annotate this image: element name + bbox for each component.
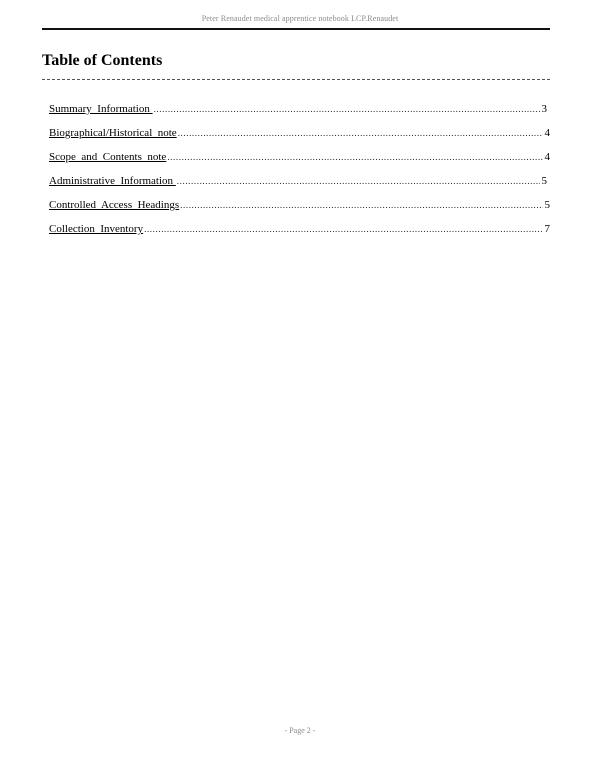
page-title: Table of Contents — [42, 52, 163, 69]
toc-link-scope-and-contents-note[interactable]: Scope and Contents note — [49, 151, 167, 163]
toc-page-number: 7 — [544, 223, 550, 235]
running-header: Peter Renaudet medical apprentice notebook LCP.Renaudet — [201, 14, 399, 23]
toc-entry-biographical-historical-note[interactable] — [49, 126, 550, 150]
toc-entry-collection-inventory[interactable] — [49, 222, 550, 246]
toc-link-controlled-access-headings[interactable]: Controlled Access Headings — [49, 199, 180, 211]
toc-link-administrative-information[interactable]: Administrative Information — [49, 175, 176, 187]
toc-link-collection-inventory[interactable]: Collection Inventory — [49, 223, 144, 235]
toc-page-number: 3 — [541, 103, 547, 115]
toc-entry-controlled-access-headings[interactable] — [49, 198, 550, 222]
toc-page-number: 4 — [544, 127, 550, 139]
toc-page-number: 5 — [544, 199, 550, 211]
dot-leader — [144, 222, 542, 236]
header-rule — [42, 28, 550, 30]
dot-leader — [180, 198, 542, 212]
dot-leader — [177, 174, 540, 188]
page-number-footer: - Page 2 - — [284, 726, 316, 735]
toc-entry-scope-and-contents-note[interactable] — [49, 150, 550, 174]
dot-leader — [167, 150, 542, 164]
dot-leader — [178, 126, 543, 140]
toc-link-biographical-historical-note[interactable]: Biographical/Historical note — [49, 127, 177, 139]
title-divider — [42, 79, 550, 80]
table-of-contents — [49, 102, 550, 246]
toc-page-number: 4 — [544, 151, 550, 163]
toc-link-summary-information[interactable]: Summary Information — [49, 103, 153, 115]
dot-leader — [154, 102, 540, 116]
toc-entry-summary-information[interactable] — [49, 102, 547, 126]
toc-page-number: 5 — [541, 175, 547, 187]
toc-entry-administrative-information[interactable] — [49, 174, 547, 198]
